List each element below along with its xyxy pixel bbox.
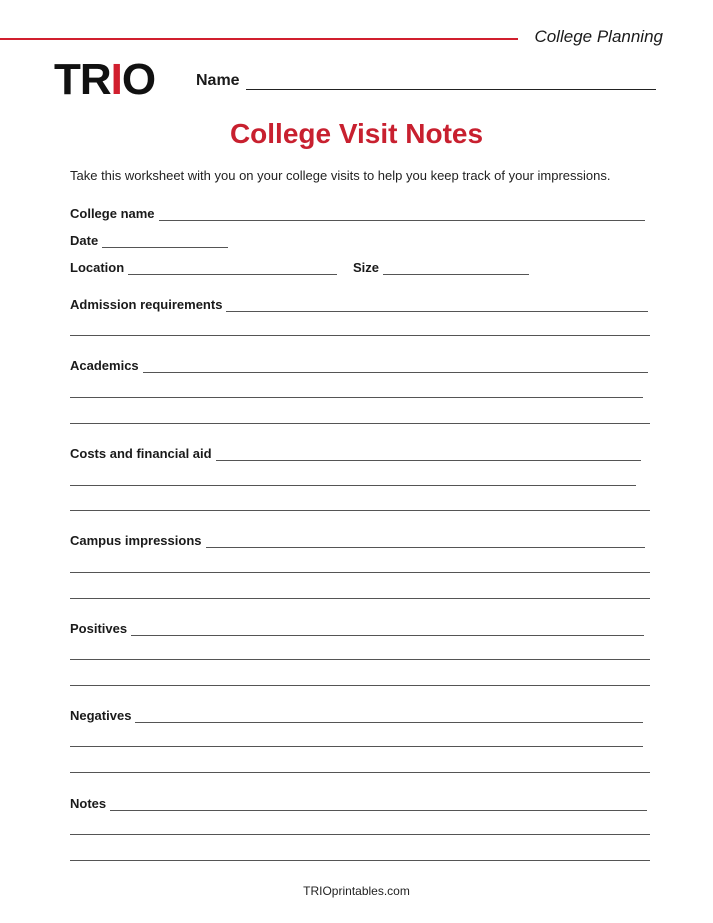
notes-line-3[interactable]	[70, 860, 650, 861]
location-field[interactable]	[70, 260, 337, 275]
admission-line[interactable]	[226, 299, 648, 312]
admission-label: Admission requirements	[70, 297, 223, 312]
header-category: College Planning	[534, 27, 663, 46]
name-line[interactable]	[246, 73, 656, 90]
admission-line-2[interactable]	[70, 335, 650, 336]
costs-label: Costs and financial aid	[70, 446, 212, 461]
name-label: Name	[196, 72, 240, 89]
negatives-field[interactable]	[70, 708, 643, 723]
costs-field[interactable]	[70, 446, 641, 461]
footer-url: TRIOprintables.com	[303, 884, 410, 898]
date-line[interactable]	[102, 235, 228, 248]
campus-line-2[interactable]	[70, 572, 650, 573]
campus-field[interactable]	[70, 533, 645, 548]
academics-label: Academics	[70, 358, 139, 373]
notes-field[interactable]	[70, 796, 647, 811]
negatives-line-2[interactable]	[70, 746, 643, 747]
costs-line-3[interactable]	[70, 510, 650, 511]
date-field[interactable]	[70, 233, 228, 248]
notes-line[interactable]	[110, 798, 647, 811]
page-title: College Visit Notes	[229, 118, 484, 149]
costs-line-2[interactable]	[70, 485, 636, 486]
academics-line[interactable]	[143, 360, 648, 373]
location-line[interactable]	[128, 262, 337, 275]
academics-field[interactable]	[70, 358, 648, 373]
academics-line-3[interactable]	[70, 423, 650, 424]
trio-logo: TRIO	[54, 55, 156, 104]
campus-label: Campus impressions	[70, 533, 202, 548]
positives-field[interactable]	[70, 621, 644, 636]
costs-line[interactable]	[216, 448, 641, 461]
size-label: Size	[353, 260, 380, 275]
negatives-label: Negatives	[70, 708, 132, 723]
positives-label: Positives	[70, 621, 128, 636]
date-label: Date	[70, 233, 99, 248]
size-field[interactable]	[353, 260, 529, 275]
college-name-line[interactable]	[159, 208, 645, 221]
location-label: Location	[70, 260, 125, 275]
negatives-line[interactable]	[135, 710, 643, 723]
academics-line-2[interactable]	[70, 397, 643, 398]
intro-text: Take this worksheet with you on your college visits to help you keep track of your impressions.	[70, 168, 611, 183]
admission-field[interactable]	[70, 297, 648, 312]
positives-line-3[interactable]	[70, 685, 650, 686]
header-rule	[0, 38, 518, 40]
notes-label: Notes	[70, 796, 107, 811]
negatives-line-3[interactable]	[70, 772, 650, 773]
campus-line[interactable]	[206, 535, 646, 548]
size-line[interactable]	[383, 262, 529, 275]
name-field[interactable]	[196, 72, 656, 90]
college-name-label: College name	[70, 206, 155, 221]
positives-line[interactable]	[131, 623, 644, 636]
notes-line-2[interactable]	[70, 834, 650, 835]
positives-line-2[interactable]	[70, 659, 650, 660]
college-name-field[interactable]	[70, 206, 645, 221]
campus-line-3[interactable]	[70, 598, 650, 599]
